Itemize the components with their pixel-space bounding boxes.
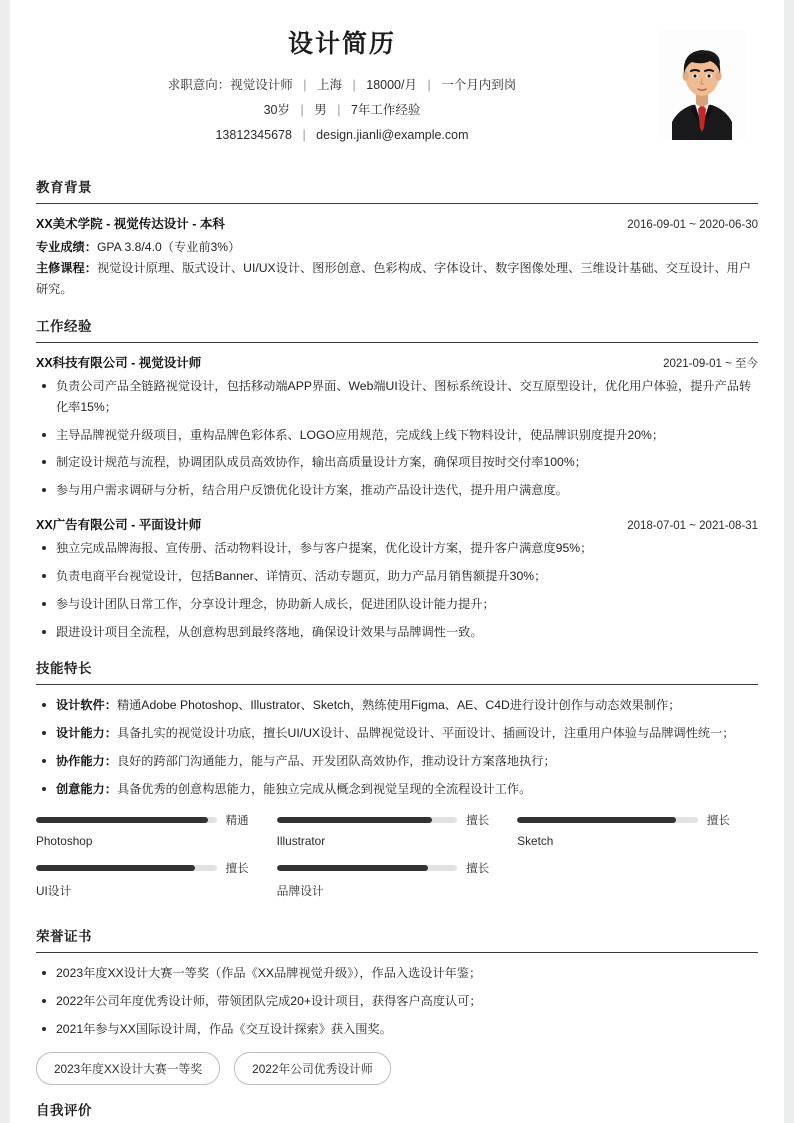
meta-separator-icon: | — [337, 102, 341, 117]
education-courses-row — [36, 258, 758, 301]
section-divider — [36, 342, 758, 343]
list-item — [36, 751, 758, 772]
skill-label: 设计能力： — [56, 726, 117, 741]
skill-bar-fill — [277, 817, 432, 823]
meta-job-intent: 求职意向：视觉设计师 — [167, 77, 293, 92]
skill-bar-fill — [36, 865, 195, 871]
skill-bar-item — [517, 812, 758, 848]
section-title-skills: 技能特长 — [36, 661, 92, 677]
bullet-dot-icon — [42, 460, 46, 464]
skill-bar-group — [36, 812, 758, 911]
skill-bar-level: 擅长 — [466, 863, 490, 876]
skill-text: 具备扎实的视觉设计功底，擅长UI/UX设计、品牌视觉设计、平面设计、插画设计，注重用户体验与品牌调性统一； — [116, 726, 735, 741]
education-courses-value: 视觉设计原理、版式设计、UI/UX设计、图形创意、色彩构成、字体设计、数字图像处理、三维设计基础、交互设计、用户研究。 — [36, 260, 752, 297]
skill-bar-track — [277, 817, 458, 823]
skill-bar-row — [277, 860, 490, 876]
work-heading: XX广告有限公司 - 平面设计师 — [36, 518, 202, 533]
bullet-dot-icon — [42, 703, 46, 707]
section-self-evaluation — [36, 1099, 758, 1119]
list-item — [36, 695, 758, 716]
work-heading: XX科技有限公司 - 视觉设计师 — [36, 355, 202, 370]
work-bullet-list — [36, 538, 758, 643]
list-item — [36, 779, 758, 800]
list-item — [36, 566, 758, 587]
bullet-dot-icon — [42, 546, 46, 550]
skill-bar-name: Photoshop — [36, 834, 93, 849]
list-item-text: 制定设计规范与流程，协调团队成员高效协作，输出高质量设计方案，确保项目按时交付率100%； — [56, 455, 587, 470]
section-divider — [36, 203, 758, 204]
meta-gender: 男 — [314, 102, 327, 117]
bullet-dot-icon — [42, 488, 46, 492]
list-item — [36, 594, 758, 615]
skill-bar-level: 擅长 — [225, 863, 249, 876]
bullet-dot-icon — [42, 433, 46, 437]
skill-bar-track — [517, 817, 698, 823]
skill-bar-item — [277, 860, 518, 899]
meta-experience-years: 7年工作经验 — [350, 102, 421, 117]
list-item — [36, 963, 758, 984]
education-date: 2016-09-01 ~ 2020-06-30 — [627, 218, 758, 231]
meta-separator-icon: | — [300, 102, 304, 117]
section-divider — [36, 684, 758, 685]
list-item — [36, 425, 758, 446]
resume-paper — [10, 0, 784, 1123]
education-entry-head — [36, 214, 758, 232]
list-item — [36, 538, 758, 559]
bullet-dot-icon — [42, 630, 46, 634]
list-item-text: 负责电商平台视觉设计，包括Banner、详情页、活动专题页，助力产品月销售额提升30%； — [56, 569, 547, 584]
skill-bar-track — [36, 865, 217, 871]
education-heading: XX美术学院 - 视觉传达设计 - 本科 — [36, 216, 225, 231]
list-item-text: 2021年参与XX国际设计周，作品《交互设计探索》获入围奖。 — [56, 1022, 392, 1037]
skill-bar-row — [277, 812, 490, 828]
meta-salary: 18000/月 — [366, 77, 417, 92]
skill-bar-track — [277, 865, 458, 871]
list-item-text: 2022年公司年度优秀设计师，带领团队完成20+设计项目，获得客户高度认可； — [56, 994, 482, 1009]
meta-age: 30岁 — [263, 102, 290, 117]
skill-bar-name: UI设计 — [36, 884, 72, 899]
meta-line-job-intent — [36, 73, 648, 98]
honor-tag[interactable]: 2023年度XX设计大赛一等奖 — [36, 1052, 220, 1085]
education-courses-label: 主修课程： — [36, 260, 97, 275]
skill-label: 设计软件： — [56, 698, 117, 713]
meta-separator-icon: | — [303, 77, 307, 92]
skill-bar-level: 擅长 — [706, 815, 730, 828]
section-title-education: 教育背景 — [36, 179, 92, 195]
list-item — [36, 991, 758, 1012]
work-date: 2021-09-01 ~ 至今 — [663, 357, 758, 370]
skill-bar-row — [517, 812, 730, 828]
meta-email[interactable]: design.jianli@example.com — [316, 127, 469, 142]
meta-availability: 一个月内到岗 — [441, 77, 517, 92]
skill-bar-name: 品牌设计 — [276, 884, 324, 899]
list-item — [36, 376, 758, 418]
skill-text: 良好的跨部门沟通能力，能与产品、开发团队高效协作，推动设计方案落地执行； — [116, 754, 556, 769]
list-item-text: 参与设计团队日常工作，分享设计理念，协助新人成长，促进团队设计能力提升； — [56, 597, 495, 612]
skill-label: 创意能力： — [56, 782, 117, 797]
meta-separator-icon: | — [427, 77, 431, 92]
skill-bar-level: 擅长 — [466, 815, 490, 828]
education-gpa-label: 专业成绩： — [36, 239, 97, 254]
skills-bullet-list — [36, 695, 758, 800]
meta-line-personal — [36, 98, 648, 123]
skill-label: 协作能力： — [56, 754, 117, 769]
skill-bar-level: 精通 — [225, 815, 249, 828]
section-title-honors: 荣誉证书 — [36, 929, 92, 945]
meta-phone[interactable]: 13812345678 — [215, 127, 292, 142]
list-item — [36, 480, 758, 501]
list-item-text: 2023年度XX设计大赛一等奖（作品《XX品牌视觉升级》），作品入选设计年鉴； — [56, 966, 482, 981]
work-entry — [36, 515, 758, 643]
meta-city: 上海 — [317, 77, 343, 92]
section-skills — [36, 657, 758, 911]
skill-bar-item — [277, 812, 518, 848]
honors-bullet-list — [36, 963, 758, 1040]
bullet-dot-icon — [42, 787, 46, 791]
education-gpa-value: GPA 3.8/4.0（专业前3%） — [96, 239, 241, 254]
list-item — [36, 452, 758, 473]
skill-bar-track — [36, 817, 217, 823]
section-work-experience — [36, 315, 758, 644]
skill-bar-name: Sketch — [517, 834, 554, 849]
bullet-dot-icon — [42, 971, 46, 975]
list-item-text: 独立完成品牌海报、宣传册、活动物料设计，参与客户提案，优化设计方案，提升客户满意度95%； — [56, 541, 593, 556]
list-item — [36, 1019, 758, 1040]
meta-line-contact — [36, 123, 648, 148]
header-text-block — [36, 26, 758, 148]
section-title-self-evaluation: 自我评价 — [36, 1103, 92, 1119]
section-divider — [36, 952, 758, 953]
resume-header — [36, 22, 758, 162]
list-item-text: 跟进设计项目全流程，从创意构思到最终落地，确保设计效果与品牌调性一致。 — [56, 625, 483, 640]
list-item — [36, 622, 758, 643]
section-education — [36, 176, 758, 301]
work-bullet-list — [36, 376, 758, 502]
bullet-dot-icon — [42, 602, 46, 606]
work-entry — [36, 353, 758, 502]
honor-tag[interactable]: 2022年公司优秀设计师 — [234, 1052, 391, 1085]
education-entry — [36, 214, 758, 301]
skill-bar-item — [36, 812, 277, 848]
work-date: 2018-07-01 ~ 2021-08-31 — [627, 520, 758, 533]
honor-tag-group — [36, 1052, 758, 1085]
bullet-dot-icon — [42, 1027, 46, 1031]
bullet-dot-icon — [42, 731, 46, 735]
avatar — [658, 30, 746, 140]
bullet-dot-icon — [42, 574, 46, 578]
list-item — [36, 723, 758, 744]
section-title-work-experience: 工作经验 — [36, 318, 92, 334]
skill-bar-row — [36, 860, 249, 876]
skill-bar-row — [36, 812, 249, 828]
work-entry-head — [36, 353, 758, 371]
skill-bar-item — [36, 860, 277, 899]
skill-bar-fill — [277, 865, 429, 871]
skill-text: 精通Adobe Photoshop、Illustrator、Sketch，熟练使用Figma、AE、C4D进行设计创作与动态效果制作； — [116, 698, 681, 713]
skill-bar-fill — [517, 817, 676, 823]
list-item-text: 参与用户需求调研与分析，结合用户反馈优化设计方案，推动产品设计迭代，提升用户满意度。 — [56, 483, 568, 498]
education-gpa-row — [36, 237, 758, 258]
section-honors — [36, 925, 758, 1085]
meta-separator-icon: | — [352, 77, 356, 92]
skill-bar-fill — [36, 817, 208, 823]
meta-separator-icon: | — [302, 127, 306, 142]
skill-bar-name: Illustrator — [276, 834, 326, 849]
list-item-text: 负责公司产品全链路视觉设计，包括移动端APP界面、Web端UI设计、图标系统设计、交互原型设计，优化用户体验，提升产品转化率15%； — [56, 378, 752, 414]
page-title: 设计简历 — [287, 30, 396, 58]
bullet-dot-icon — [42, 999, 46, 1003]
work-entry-head — [36, 515, 758, 533]
skill-text: 具备优秀的创意构思能力，能独立完成从概念到视觉呈现的全流程设计工作。 — [116, 782, 532, 797]
bullet-dot-icon — [42, 384, 46, 388]
bullet-dot-icon — [42, 759, 46, 763]
list-item-text: 主导品牌视觉升级项目，重构品牌色彩体系、LOGO应用规范，完成线上线下物料设计，使品牌识别度提升20%； — [56, 427, 665, 442]
